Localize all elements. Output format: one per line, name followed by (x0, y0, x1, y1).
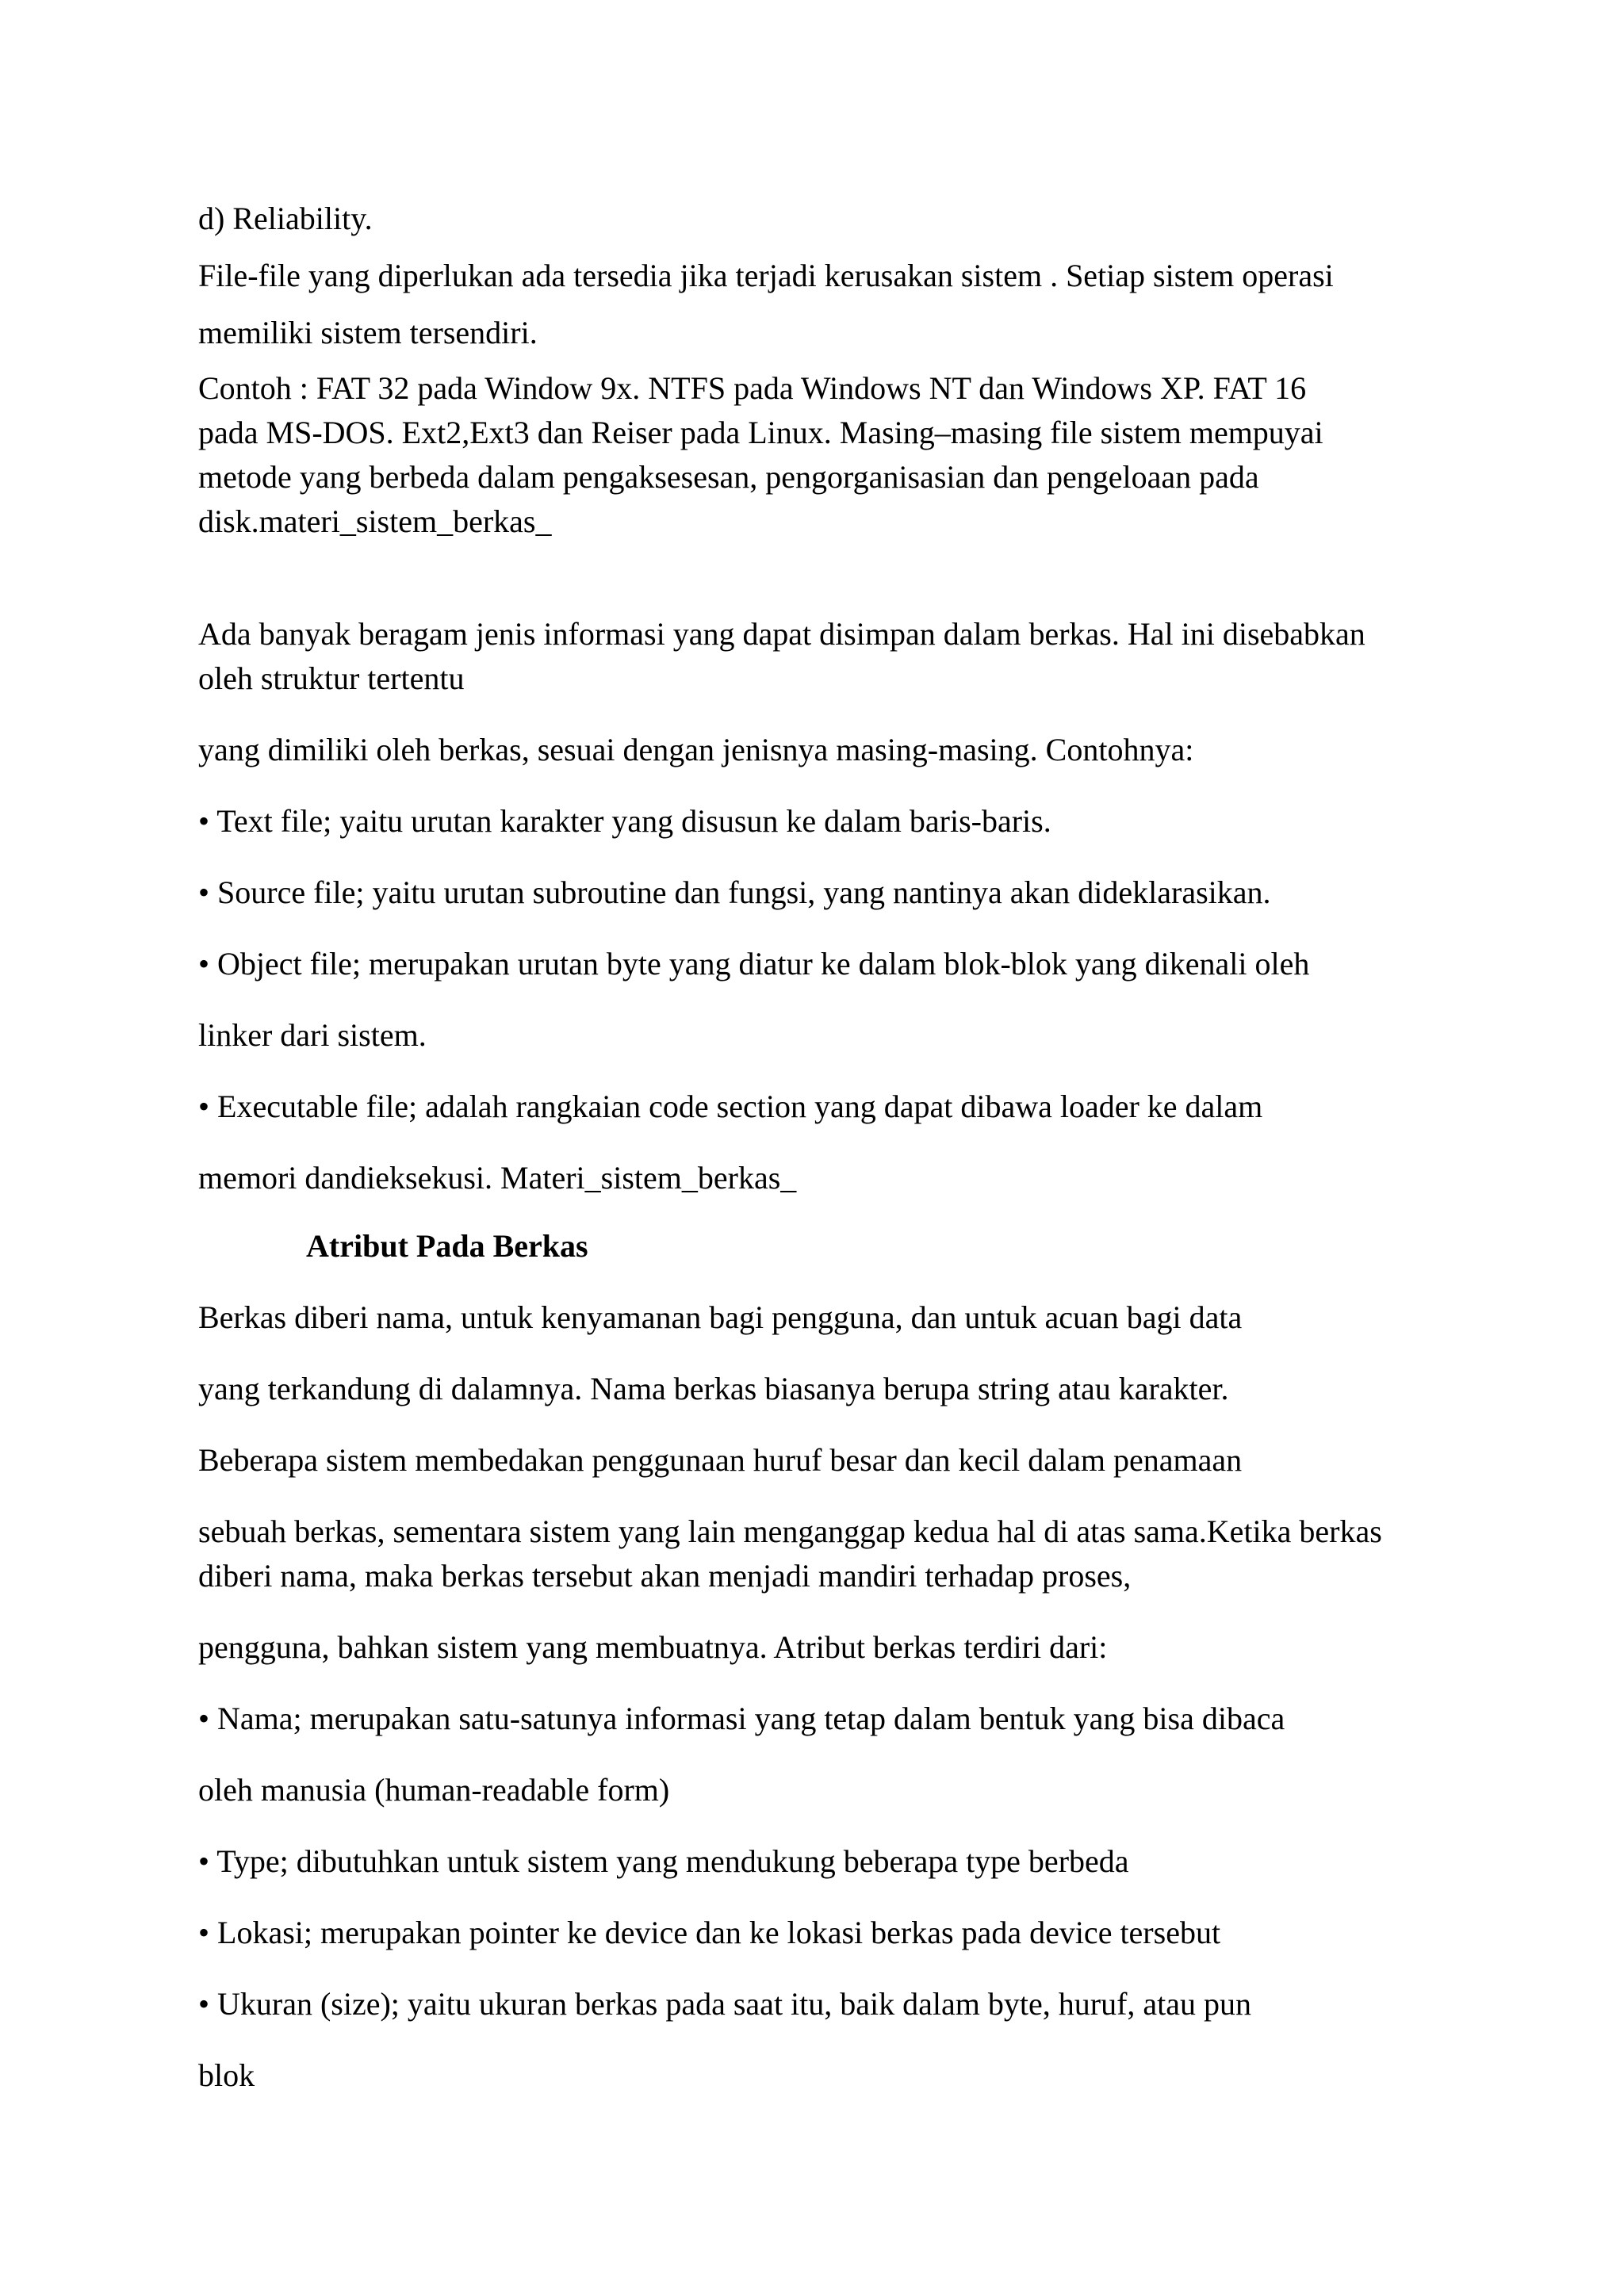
reliability-heading: d) Reliability. (198, 201, 373, 236)
text-line: sebuah berkas, sementara sistem yang lain menganggap kedua hal di atas sama.Ketika berkas (198, 1513, 1382, 1549)
text-line: pada MS-DOS. Ext2,Ext3 dan Reiser pada Linux. Masing–masing file sistem mempuyai (198, 415, 1323, 450)
text-line: oleh manusia (human-readable form) (198, 1772, 670, 1808)
list-item: • Object file; merupakan urutan byte yang diatur ke dalam blok-blok yang dikenali oleh (198, 946, 1310, 982)
list-item: • Text file; yaitu urutan karakter yang disusun ke dalam baris-baris. (198, 803, 1051, 839)
text-line: disk.materi_sistem_berkas_ (198, 503, 552, 539)
text-line: yang terkandung di dalamnya. Nama berkas biasanya berupa string atau karakter. (198, 1371, 1229, 1406)
list-item: • Type; dibutuhkan untuk sistem yang mendukung beberapa type berbeda (198, 1843, 1129, 1879)
text-line: Beberapa sistem membedakan penggunaan huruf besar dan kecil dalam penamaan (198, 1442, 1243, 1478)
text-line: linker dari sistem. (198, 1017, 427, 1053)
list-item: • Ukuran (size); yaitu ukuran berkas pada saat itu, baik dalam byte, huruf, atau pun (198, 1986, 1252, 2022)
text-line: File-file yang diperlukan ada tersedia jika terjadi kerusakan sistem . Setiap sistem operasi (198, 258, 1334, 293)
text-line: Berkas diberi nama, untuk kenyamanan bagi pengguna, dan untuk acuan bagi data (198, 1299, 1243, 1335)
text-line: memiliki sistem tersendiri. (198, 315, 538, 350)
text-line: Ada banyak beragam jenis informasi yang dapat disimpan dalam berkas. Hal ini disebabkan (198, 616, 1365, 652)
list-item: • Source file; yaitu urutan subroutine dan fungsi, yang nantinya akan dideklarasikan. (198, 874, 1271, 910)
text-line: metode yang berbeda dalam pengaksesesan, pengorganisasian dan pengeloaan pada (198, 459, 1259, 495)
text-line: memori dandieksekusi. Materi_sistem_berkas_ (198, 1160, 797, 1196)
list-item: • Nama; merupakan satu-satunya informasi yang tetap dalam bentuk yang bisa dibaca (198, 1701, 1285, 1736)
text-line: diberi nama, maka berkas tersebut akan menjadi mandiri terhadap proses, (198, 1558, 1132, 1594)
section-heading: Atribut Pada Berkas (306, 1228, 588, 1264)
text-line: blok (198, 2057, 255, 2093)
list-item: • Executable file; adalah rangkaian code section yang dapat dibawa loader ke dalam (198, 1089, 1263, 1124)
text-line: pengguna, bahkan sistem yang membuatnya. Atribut berkas terdiri dari: (198, 1629, 1108, 1665)
text-line: oleh struktur tertentu (198, 660, 465, 696)
text-line: Contoh : FAT 32 pada Window 9x. NTFS pada Windows NT dan Windows XP. FAT 16 (198, 370, 1307, 406)
list-item: • Lokasi; merupakan pointer ke device dan ke lokasi berkas pada device tersebut (198, 1915, 1221, 1950)
text-line: yang dimiliki oleh berkas, sesuai dengan jenisnya masing-masing. Contohnya: (198, 732, 1194, 767)
